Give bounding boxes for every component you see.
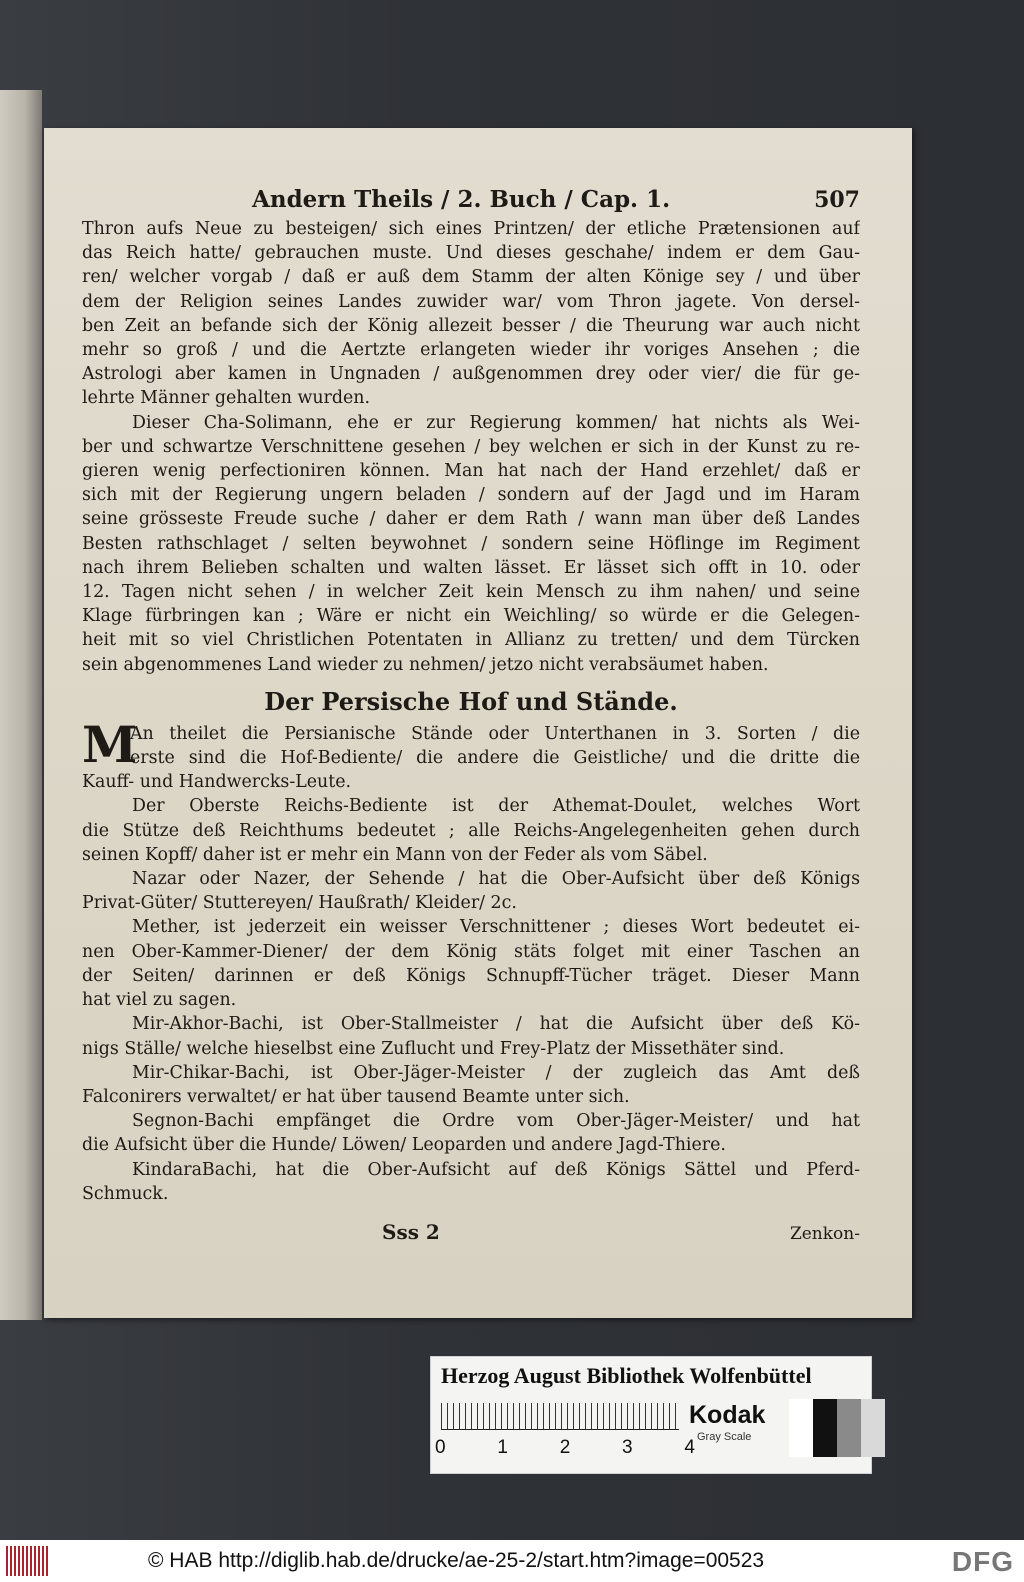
paragraph-8: [82, 1061, 860, 1109]
paragraph-6: [82, 915, 860, 1012]
text-line: 12. Tagen nicht sehen / in welcher Zeit kein Mensch zu ihm nahen/ und seine: [82, 582, 860, 603]
text-line: KindaraBachi, hat die Ober-Aufsicht auf deß Königs Sättel und Pferd-: [132, 1159, 860, 1180]
text-line: dem der Religion seines Landes zuwider war/ vom Thron jagete. Von dersel-: [82, 291, 860, 312]
book-page: [44, 128, 912, 1318]
text-line: sein abgenommenes Land wieder zu nehmen/ jetzo nicht verabsäumet haben.: [82, 654, 769, 675]
running-head-title: Andern Theils / 2. Buch / Cap. 1.: [252, 186, 671, 213]
text-line: Besten rathschlaget / selten beywohnet / sondern seine Höflinge im Regiment: [82, 533, 860, 554]
text-line: Thron aufs Neue zu besteigen/ sich eines Printzen/ der etliche Prætensionen auf: [82, 219, 860, 239]
text-line: ber und schwartze Verschnittene gesehen / bey welchen er sich in der Kunst zu re-: [82, 436, 860, 457]
text-line: mehr so groß / und die Aertzte erlangeten wieder ihr voriges Ansehen ; die: [82, 340, 860, 361]
text-line: Segnon-Bachi empfänget die Ordre vom Ober-Jäger-Meister/ und hat: [132, 1111, 860, 1132]
text-line: die Stütze deß Reichthums bedeutet ; alle Reichs-Angelegenheiten gehen durch: [82, 820, 860, 841]
gray-swatch: [813, 1399, 837, 1457]
paragraph-10: [82, 1158, 860, 1206]
copyright-url[interactable]: © HAB http://diglib.hab.de/drucke/ae-25-2/start.htm?image=00523: [148, 1549, 765, 1572]
running-head: [82, 186, 860, 213]
catchword: Zenkon-: [789, 1223, 860, 1244]
viewer-footer-bar: [0, 1540, 1024, 1582]
paragraph-4: [82, 794, 860, 867]
library-name: Herzog August Bibliothek Wolfenbüttel: [441, 1363, 812, 1388]
text-line: Privat-Güter/ Stuttereyen/ Haußrath/ Kleider/ 2c.: [82, 893, 517, 914]
scale-ruler: [441, 1403, 679, 1430]
text-line: lehrte Männer gehalten wurden.: [82, 388, 370, 409]
text-line: die Aufsicht über die Hunde/ Löwen/ Leoparden und andere Jagd-Thiere.: [82, 1135, 726, 1156]
text-line: Dieser Cha-Solimann, ehe er zur Regierung kommen/ hat nichts als Wei-: [132, 412, 860, 433]
paragraph-2: [82, 411, 860, 677]
barcode-icon: [6, 1546, 48, 1576]
page-footer: [82, 1220, 860, 1244]
library-color-card: [430, 1356, 872, 1474]
text-line: der Seiten/ darinnen er deß Königs Schnupff-Tücher träget. Dieser Mann: [82, 965, 860, 986]
text-line: erste sind die Hof-Bediente/ die andere die Geistliche/ und die dritte die: [130, 748, 860, 769]
ruler-number: 0: [435, 1437, 446, 1458]
text-line: nen Ober-Kammer-Diener/ der dem König stäts folget mit einer Taschen an: [82, 941, 860, 962]
text-line: Klage fürbringen kan ; Wäre er nicht ein Weichling/ so würde er die Gelegen-: [82, 606, 860, 627]
text-line: ben Zeit an befande sich der König allezeit besser / die Theurung war auch nicht: [82, 315, 860, 336]
ruler-number: 2: [559, 1437, 571, 1458]
text-line: sich mit der Regierung ungern beladen / sondern auf der Jagd und im Haram: [82, 485, 860, 506]
paragraph-3: [82, 714, 860, 795]
text-line: hat viel zu sagen.: [82, 990, 237, 1011]
gray-swatches: [789, 1399, 885, 1457]
gray-swatch: [789, 1399, 813, 1457]
text-line: Falconirers verwaltet/ er hat über tausend Beamte unter sich.: [82, 1086, 630, 1107]
gray-swatch: [861, 1399, 885, 1457]
text-line: Astrologi aber kamen in Ungnaden / außgenommen drey oder vier/ die für ge-: [82, 364, 860, 385]
paragraph-1: [82, 217, 860, 411]
paragraph-5: [82, 867, 860, 915]
gray-scale-label: Gray Scale: [697, 1431, 752, 1443]
ruler-numbers: [435, 1437, 695, 1459]
paragraph-9: [82, 1109, 860, 1157]
text-line: Mir-Akhor-Bachi, ist Ober-Stallmeister / hat die Aufsicht über deß Kö-: [132, 1014, 860, 1035]
text-line: seinen Kopff/ daher ist er mehr ein Mann von der Feder als vom Säbel.: [82, 844, 708, 865]
dfg-logo: DFG: [951, 1546, 1014, 1577]
page-text-block: [82, 186, 860, 1244]
text-line: Nazar oder Nazer, der Sehende / hat die Ober-Aufsicht über deß Königs: [132, 869, 860, 890]
kodak-logo: Kodak: [689, 1401, 766, 1429]
ruler-number: 3: [622, 1437, 633, 1458]
gray-swatch: [837, 1399, 861, 1457]
text-line: Kauff- und Handwercks-Leute.: [82, 772, 352, 793]
text-line: Schmuck.: [82, 1183, 169, 1204]
ruler-number: 4: [684, 1437, 695, 1458]
text-line: Mir-Chikar-Bachi, ist Ober-Jäger-Meister / der zugleich das Amt deß: [132, 1062, 860, 1083]
paragraph-7: [82, 1012, 860, 1060]
section-heading: Der Persische Hof und Stände.: [264, 686, 678, 716]
ruler-number: 1: [497, 1437, 508, 1458]
facing-page-edge: [0, 90, 42, 1320]
drop-capital: M: [82, 714, 138, 774]
text-line: das Reich hatte/ gebrauchen muste. Und dieses geschahe/ indem er dem Gau-: [82, 243, 860, 264]
text-line: nigs Ställe/ welche hieselbst eine Zuflucht und Frey-Platz der Missethäter sind.: [82, 1038, 785, 1059]
text-line: Der Oberste Reichs-Bediente ist der Athemat-Doulet, welches Wort: [132, 796, 860, 817]
signature-mark: Sss 2: [382, 1219, 440, 1244]
text-line: seine grösseste Freude suche / daher er dem Rath / wann man über deß Landes: [82, 509, 860, 530]
text-line: nach ihrem Belieben schalten und walten lässet. Er lässet sich offt in 10. oder: [82, 557, 860, 578]
text-line: gieren wenig perfectioniren können. Man hat nach der Hand erzehlet/ daß er: [82, 461, 860, 482]
text-line: heit mit so viel Christlichen Potentaten in Allianz zu tretten/ und dem Türcken: [82, 630, 860, 651]
text-line: ren/ welcher vorgab / daß er auß dem Stamm der alten Könige sey / und über: [82, 267, 860, 288]
text-line: An theilet die Persianische Stände oder Unterthanen in 3. Sorten / die: [130, 723, 860, 744]
text-line: Mether, ist jederzeit ein weisser Verschnittener ; dieses Wort bedeutet ei-: [132, 917, 860, 938]
page-number: 507: [814, 187, 860, 213]
